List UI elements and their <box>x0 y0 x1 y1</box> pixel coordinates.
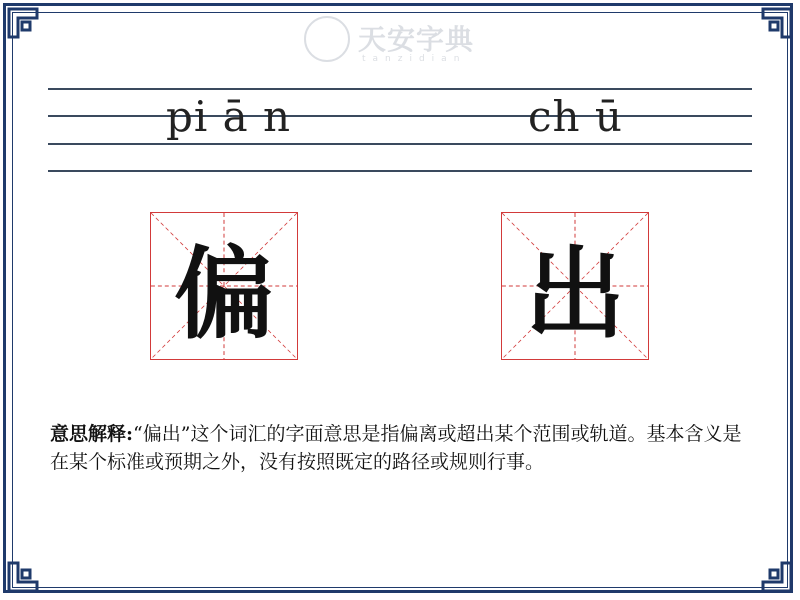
pinyin-ruled-lines <box>48 88 752 172</box>
character-grid-second <box>501 212 649 360</box>
site-logo <box>300 14 500 70</box>
corner-ornament-bottom-right <box>760 560 794 594</box>
meaning-text: “偏出”这个词汇的字面意思是指偏离或超出某个范围或轨道。基本含义是在某个标准或预期之外，没有按照既定的路径或规则行事。 <box>50 423 742 473</box>
meaning-label: 意思解释: <box>50 423 134 445</box>
pinyin-second: ch ū <box>528 92 623 141</box>
logo-title: 天安字典 <box>358 23 475 56</box>
pinyin-first: pi ā n <box>166 92 292 141</box>
logo-seal-icon <box>304 16 350 62</box>
corner-ornament-top-left <box>6 6 40 40</box>
logo-subtitle: tanzidian <box>362 54 467 64</box>
character-first: 偏 <box>174 235 274 353</box>
character-second: 出 <box>525 235 625 353</box>
corner-ornament-top-right <box>760 6 794 40</box>
character-grid-first <box>150 212 298 360</box>
meaning-paragraph <box>50 420 760 476</box>
corner-ornament-bottom-left <box>6 560 40 594</box>
